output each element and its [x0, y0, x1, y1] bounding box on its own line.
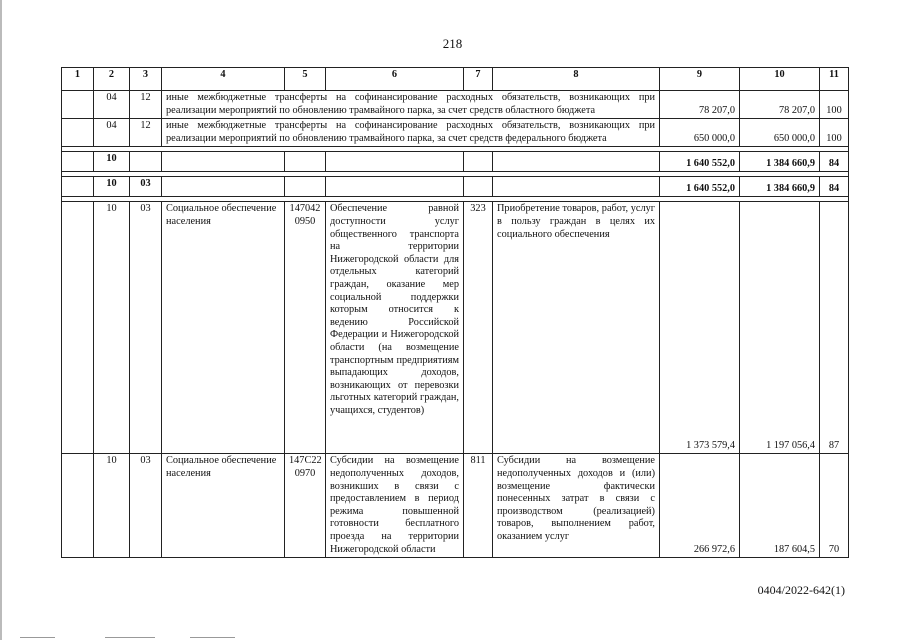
row-subsection: [130, 152, 162, 172]
row-target-code: [285, 454, 326, 558]
row-planned: 266 972,6: [660, 454, 740, 558]
budget-table: [61, 67, 849, 558]
scan-artifact: [20, 637, 55, 638]
row-percent: 100: [820, 119, 849, 147]
row-percent: 70: [820, 454, 849, 558]
row-subsection: 12: [130, 119, 162, 147]
row-section-name: Социальное обеспечение населения: [162, 454, 285, 558]
row-percent: 84: [820, 152, 849, 172]
header-col-10: 10: [740, 68, 820, 91]
row-actual: 650 000,0: [740, 119, 820, 147]
row-section: 10: [94, 454, 130, 558]
row-target-code: [285, 202, 326, 454]
table-row-section-total: [62, 152, 849, 172]
table-row-subsection-total: [62, 177, 849, 197]
header-col-5: 5: [285, 68, 326, 91]
header-col-8: 8: [493, 68, 660, 91]
row-subsection: 03: [130, 177, 162, 197]
row-section: 10: [94, 202, 130, 454]
header-row: [62, 68, 849, 91]
row-target-code-part2: 0950: [294, 215, 316, 227]
row-target-code-part1: 147С22: [289, 455, 322, 467]
row-subsection: 03: [130, 202, 162, 454]
row-section: 10: [94, 152, 130, 172]
table-row: [62, 91, 849, 119]
row-expense-type-code: 811: [464, 454, 493, 558]
row-section: 04: [94, 119, 130, 147]
row-percent: 100: [820, 91, 849, 119]
row-planned: 78 207,0: [660, 91, 740, 119]
row-section: 04: [94, 91, 130, 119]
row-percent: 87: [820, 202, 849, 454]
row-actual: 1 384 660,9: [740, 152, 820, 172]
header-col-1: 1: [62, 68, 94, 91]
document-code: 0404/2022-642(1): [757, 583, 845, 597]
row-actual: 78 207,0: [740, 91, 820, 119]
row-program-name: Обеспечение равной доступности услуг общественного транспорта на территории Нижегородской области для отдельных категорий граждан, оказание мер социальной поддержки которым относится к ведению Российской Федерации и Нижегородской области (на возмещение транспортным предприятиям выпадающих доходов, возникающих от перевозки льготных категорий граждан, учащихся, студентов): [326, 202, 464, 454]
row-planned: 1 640 552,0: [660, 177, 740, 197]
table-row: [62, 119, 849, 147]
row-description: иные межбюджетные трансферты на софинансирование расходных обязательств, возникающих при реализации мероприятий по обновлению трамвайного парка, за счет средств федерального бюджета: [162, 119, 660, 147]
header-col-9: 9: [660, 68, 740, 91]
row-planned: 1 640 552,0: [660, 152, 740, 172]
row-target-code-part2: 0970: [294, 467, 316, 479]
row-target-code-part1: 147042: [289, 203, 321, 215]
header-col-3: 3: [130, 68, 162, 91]
row-subsection: 12: [130, 91, 162, 119]
header-col-2: 2: [94, 68, 130, 91]
row-actual: 1 384 660,9: [740, 177, 820, 197]
row-expense-type-code: 323: [464, 202, 493, 454]
row-actual: 1 197 056,4: [740, 202, 820, 454]
row-percent: 84: [820, 177, 849, 197]
row-section: 10: [94, 177, 130, 197]
header-col-6: 6: [326, 68, 464, 91]
scan-artifact: [105, 637, 155, 638]
header-col-7: 7: [464, 68, 493, 91]
table-row: [62, 454, 849, 558]
row-expense-type-name: Приобретение товаров, работ, услуг в пользу граждан в целях их социального обеспечения: [493, 202, 660, 454]
header-col-11: 11: [820, 68, 849, 91]
row-actual: 187 604,5: [740, 454, 820, 558]
row-description: иные межбюджетные трансферты на софинансирование расходных обязательств, возникающих при реализации мероприятий по обновлению трамвайного парка, за счет средств областного бюджета: [162, 91, 660, 119]
row-expense-type-name: Субсидии на возмещение недополученных доходов и (или) возмещение фактически понесенных затрат в связи с производством (реализацией) товаров, выполнением работ, оказанием услуг: [493, 454, 660, 558]
table-row: [62, 202, 849, 454]
page-number: 218: [442, 36, 463, 51]
page-left-edge: [0, 0, 2, 640]
row-subsection: 03: [130, 454, 162, 558]
row-program-name: Субсидии на возмещение недополученных доходов, возникших в связи с предоставлением в период режима повышенной готовности бесплатного проезда на территории Нижегородской области: [326, 454, 464, 558]
row-planned: 1 373 579,4: [660, 202, 740, 454]
row-section-name: Социальное обеспечение населения: [162, 202, 285, 454]
header-col-4: 4: [162, 68, 285, 91]
row-planned: 650 000,0: [660, 119, 740, 147]
scan-artifact: [190, 637, 235, 638]
